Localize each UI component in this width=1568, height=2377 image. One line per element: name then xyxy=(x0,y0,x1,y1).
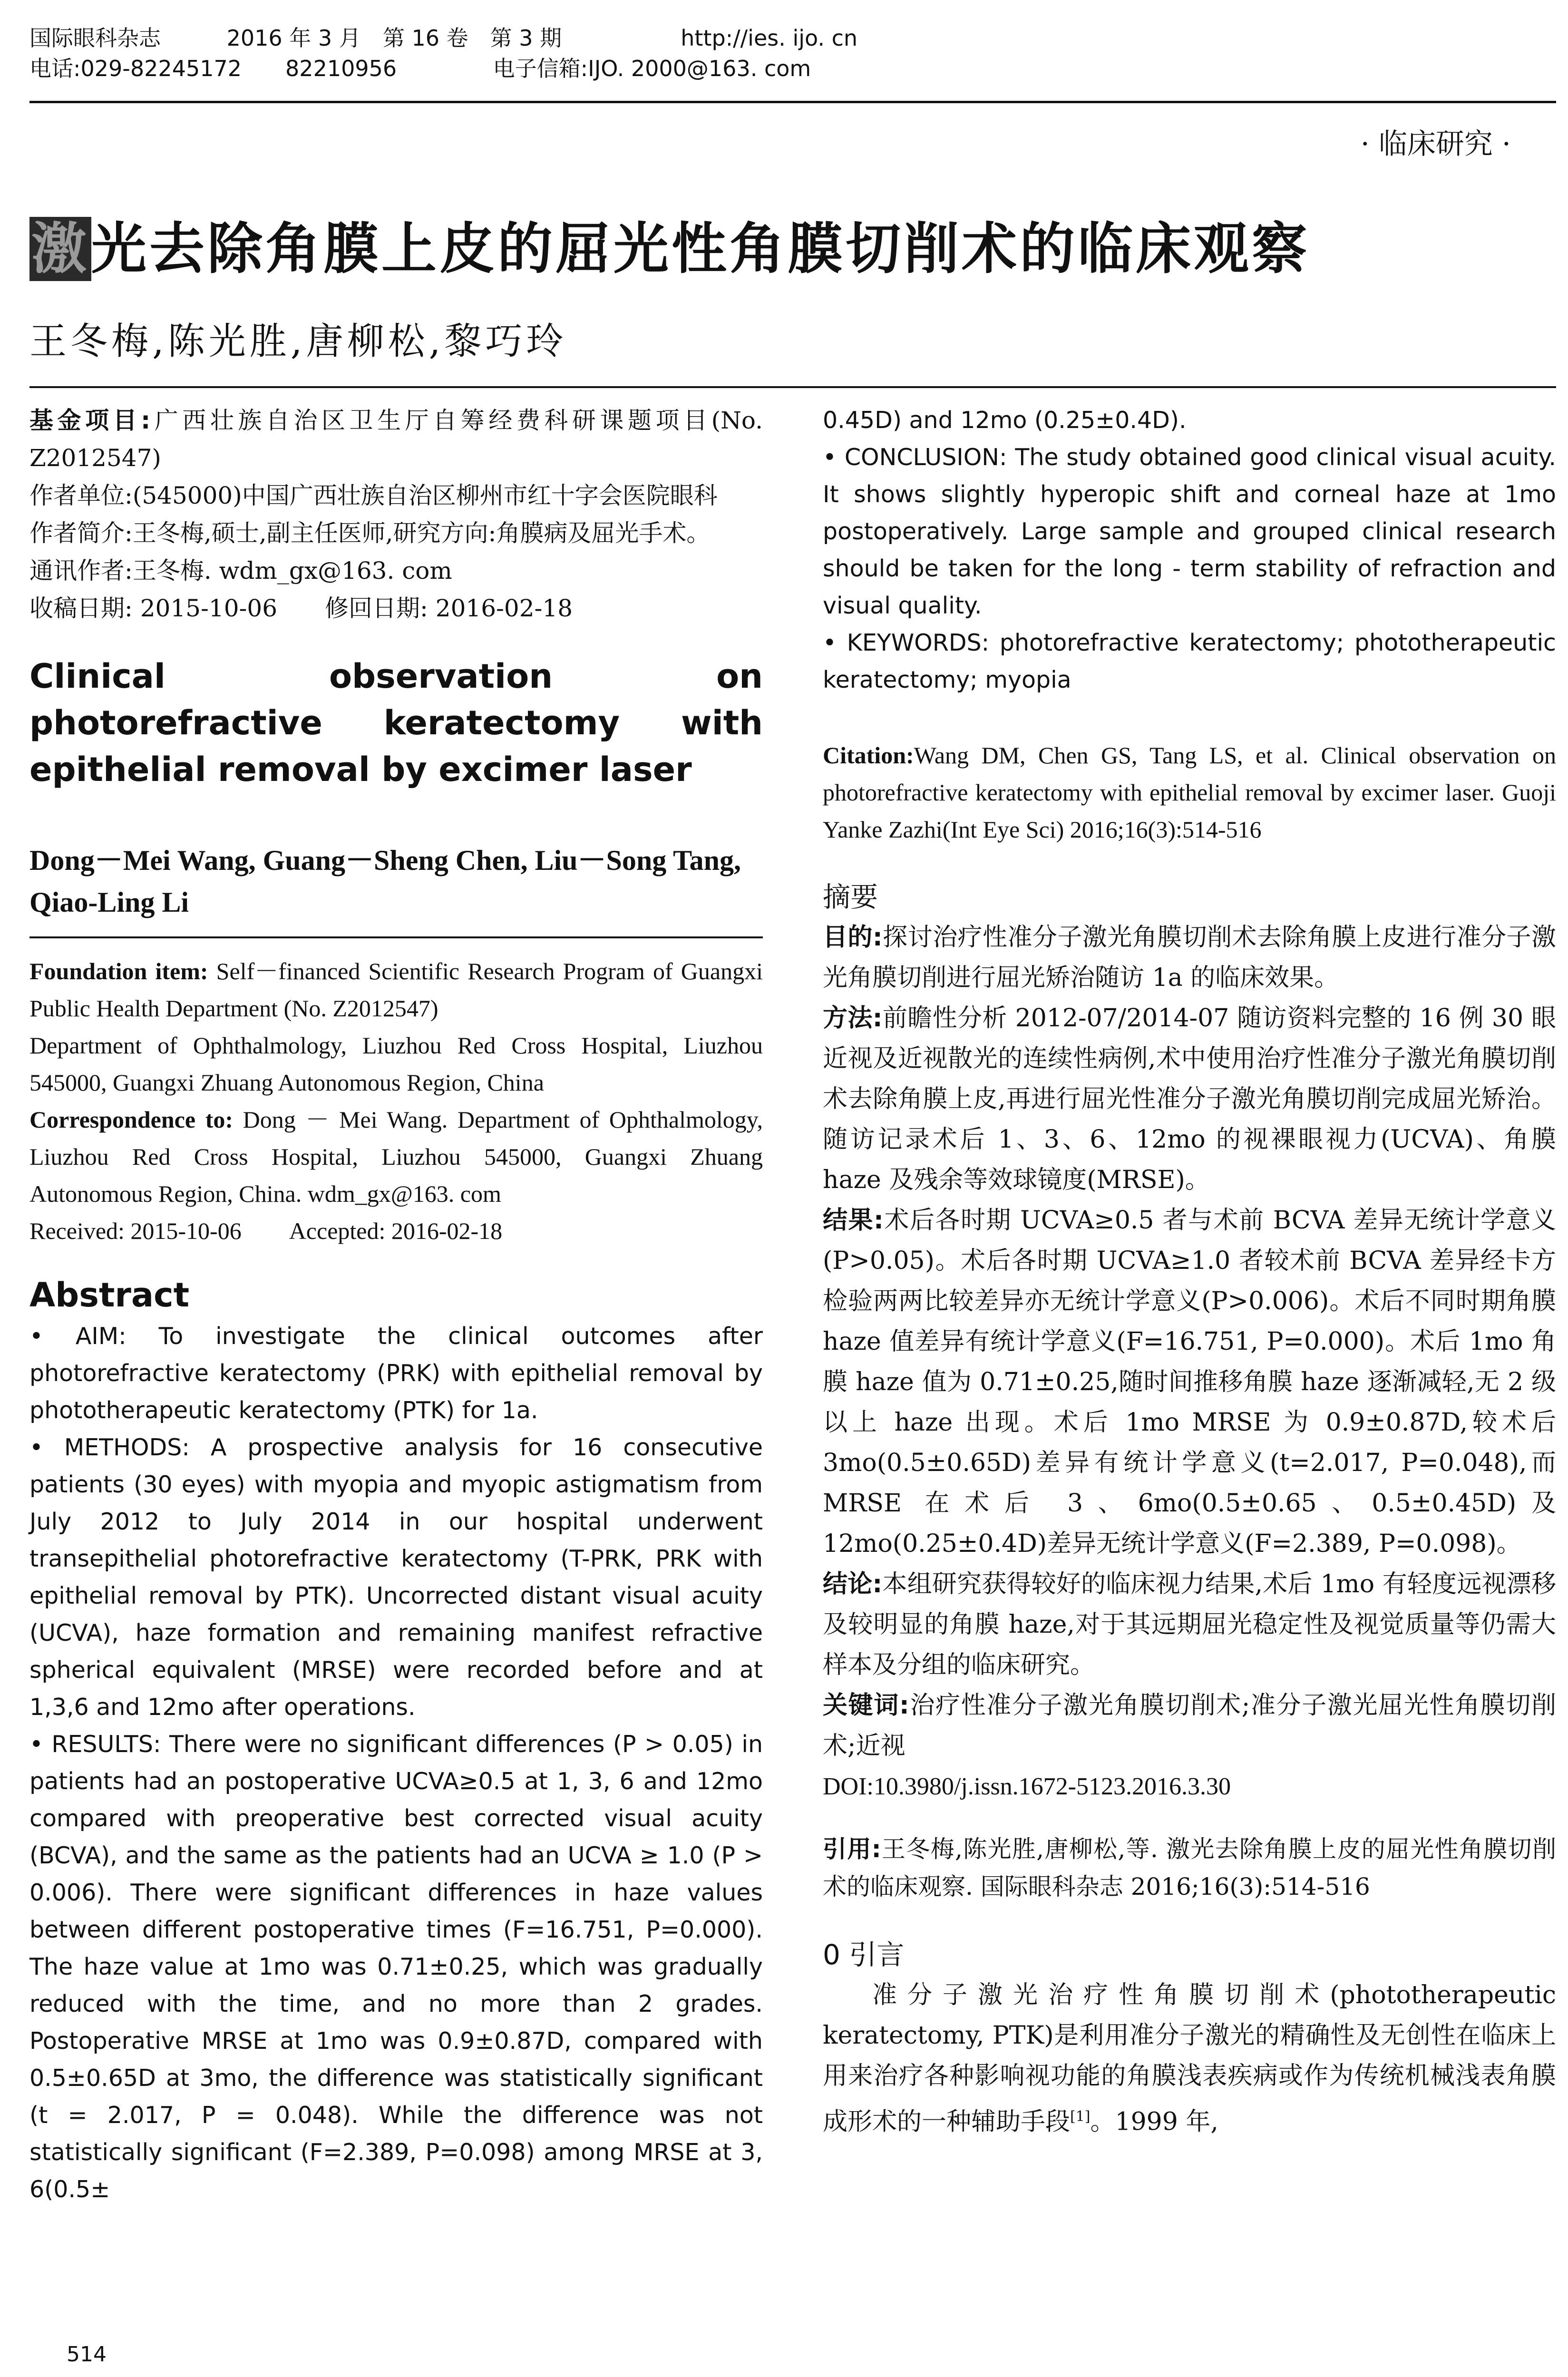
foundation-item: Foundation item: Self－financed Scientific Research Program of Guangxi Public Health Department (No. Z2012547) xyxy=(29,958,763,1022)
citation-en: Citation:Wang DM, Chen GS, Tang LS, et al. Clinical observation on photorefractive keratectomy with epithelial removal by excimer laser. Guoji Yanke Zazhi(Int Eye Sci) 2016;16(3):514-516 xyxy=(823,742,1556,843)
zh-abstract-heading: 摘要 xyxy=(823,881,878,913)
authors-cn: 王冬梅,陈光胜,唐柳松,黎巧玲 xyxy=(29,320,567,363)
english-title: Clinical observation on photorefractive keratectomy with epithelial removal by excimer laser xyxy=(29,657,763,789)
intro-paragraph: 准分子激光治疗性角膜切削术(phototherapeutic keratectomy, PTK)是利用准分子激光的精确性及无创性在临床上用来治疗各种影响视功能的角膜浅表疾病或作为传统机械浅表角膜成形术的一种辅助手段[1]。1999 年, xyxy=(823,1981,1556,2136)
english-authors-rule xyxy=(29,936,763,938)
paper-title xyxy=(29,205,1310,284)
abstract-results: • RESULTS: There were no significant differences (P > 0.05) in patients had an postoperative UCVA≥0.5 at 1, 3, 6 and 12mo compared with preoperative best corrected visual acuity (BCVA), and the same as the patients had an UCVA ≥ 1.0 (P > 0.006). There were significant differences in haze values between different postoperative times (F=16.751, P=0.000). The haze value at 1mo was 0.71±0.25, which was gradually reduced with the time, and no more than 2 grades. Postoperative MRSE at 1mo was 0.9±0.87D, compared with 0.5±0.65D at 3mo, the difference was statistically significant (t = 2.017, P = 0.048). While the difference was not statistically significant (F=2.389, P=0.098) among MRSE at 3, 6(0.5± xyxy=(29,1731,763,2203)
zh-conclusion: 结论:本组研究获得较好的临床视力结果,术后 1mo 有轻度远视漂移及较明显的角膜 haze,对于其远期屈光稳定性及视觉质量等仍需大样本及分组的临床研究。 xyxy=(823,1570,1556,1679)
abstract-heading: Abstract xyxy=(29,1276,190,1315)
left-column xyxy=(29,402,763,2208)
zh-methods: 方法:前瞻性分析 2012-07/2014-07 随访资料完整的 16 例 30 眼近视及近视散光的连续性病例,术中使用治疗性准分子激光角膜切削术去除角膜上皮,再进行屈光性准分子激光角膜切削完成屈光矫治。随访记录术后 1、3、6、12mo 的视裸眼视力(UCVA)、角膜 haze 及残余等效球镜度(MRSE)。 xyxy=(823,1004,1556,1194)
intro-heading: 0 引言 xyxy=(823,1939,905,1971)
journal-url[interactable]: http://ies. ijo. cn xyxy=(681,25,858,51)
corresponding-note: 通讯作者:王冬梅. wdm_gx@163. com xyxy=(29,557,452,585)
abstract-aim: • AIM: To investigate the clinical outcomes after photorefractive keratectomy (PRK) with epithelial removal by phototherapeutic keratectomy (PTK) for 1a. xyxy=(29,1323,763,1424)
title-rest: 光去除角膜上皮的屈光性角膜切削术的临床观察 xyxy=(91,217,1310,281)
abstract-keywords: • KEYWORDS: photorefractive keratectomy; phototherapeutic keratectomy; myopia xyxy=(823,629,1556,693)
journal-name: 国际眼科杂志 xyxy=(29,25,161,51)
zh-keywords: 关键词:治疗性准分子激光角膜切削术;准分子激光屈光性角膜切削术;近视 xyxy=(823,1691,1556,1760)
department: Department of Ophthalmology, Liuzhou Red Cross Hospital, Liuzhou 545000, Guangxi Zhuang Autonomous Region, China xyxy=(29,1032,763,1096)
page-number: 514 xyxy=(67,2342,107,2367)
dates-note: 收稿日期: 2015-10-06 修回日期: 2016-02-18 xyxy=(29,594,573,622)
email-info[interactable]: 电子信箱:IJO. 2000@163. com xyxy=(493,56,811,81)
authors-rule xyxy=(29,386,1556,388)
section-tag: · 临床研究 · xyxy=(1360,127,1511,161)
abstract-conclusion: • CONCLUSION: The study obtained good clinical visual acuity. It shows slightly hyperopic shift and corneal haze at 1mo postoperatively. Large sample and grouped clinical research should be taken for the long - term stability of refraction and visual quality. xyxy=(823,444,1556,619)
zh-citation: 引用:王冬梅,陈光胜,唐柳松,等. 激光去除角膜上皮的屈光性角膜切削术的临床观察. 国际眼科杂志 2016;16(3):514-516 xyxy=(823,1835,1556,1900)
bio-note: 作者简介:王冬梅,硕士,副主任医师,研究方向:角膜病及屈光手术。 xyxy=(29,519,711,547)
reference-marker[interactable]: [1] xyxy=(1070,2108,1091,2125)
abstract-methods: • METHODS: A prospective analysis for 16 consecutive patients (30 eyes) with myopia and myopic astigmatism from July 2012 to July 2014 in our hospital underwent transepithelial photorefractive keratectomy (T-PRK, PRK with epithelial removal by PTK). Uncorrected distant visual acuity (UCVA), haze formation and remaining manifest refractive spherical equivalent (MRSE) were recorded before and at 1,3,6 and 12mo after operations. xyxy=(29,1434,763,1721)
title-first-char: 激 xyxy=(29,217,91,281)
english-authors: Dong－Mei Wang, Guang－Sheng Chen, Liu－Song Tang, Qiao-Ling Li xyxy=(29,845,741,918)
right-column xyxy=(823,402,1556,2142)
issue-info: 2016 年 3 月 第 16 卷 第 3 期 xyxy=(226,25,562,51)
zh-results: 结果:术后各时期 UCVA≥0.5 者与术前 BCVA 差异无统计学意义(P>0.05)。术后各时期 UCVA≥1.0 者较术前 BCVA 差异经卡方检验两两比较差异亦无统计学意义(P>0.006)。术后不同时期角膜 haze 值差异有统计学意义(F=16.751, P=0.000)。术后 1mo 角膜 haze 值为 0.71±0.25,随时间推移角膜 haze 逐渐减轻,无 2 级以上 haze 出现。术后 1mo MRSE 为 0.9±0.87D,较术后 3mo(0.5±0.65D)差异有统计学意义(t=2.017, P=0.048),而 MRSE 在术后 3、6mo(0.5±0.65、0.5±0.45D)及 12mo(0.25±0.4D)差异无统计学意义(F=2.389, P=0.098)。 xyxy=(823,1206,1557,1558)
phone-info: 电话:029-82245172 82210956 xyxy=(29,56,397,81)
journal-header xyxy=(29,23,1556,84)
abstract-results-cont: 0.45D) and 12mo (0.25±0.4D). xyxy=(823,407,1187,434)
correspondence: Correspondence to: Dong － Mei Wang. Department of Ophthalmology, Liuzhou Red Cross Hospital, Liuzhou 545000, Guangxi Zhuang Autonomous Region, China. wdm_gx@163. com xyxy=(29,1106,763,1207)
header-rule xyxy=(29,101,1556,103)
affiliation-note: 作者单位:(545000)中国广西壮族自治区柳州市红十字会医院眼科 xyxy=(29,482,718,509)
fund-note: 基金项目:广西壮族自治区卫生厅自筹经费科研课题项目(No. Z2012547) xyxy=(29,407,763,472)
received-accepted: Received: 2015-10-06 Accepted: 2016-02-18 xyxy=(29,1218,503,1244)
doi: DOI:10.3980/j.issn.1672-5123.2016.3.30 xyxy=(823,1773,1231,1800)
zh-aim: 目的:探讨治疗性准分子激光角膜切削术去除角膜上皮进行准分子激光角膜切削进行屈光矫治随访 1a 的临床效果。 xyxy=(823,923,1556,992)
